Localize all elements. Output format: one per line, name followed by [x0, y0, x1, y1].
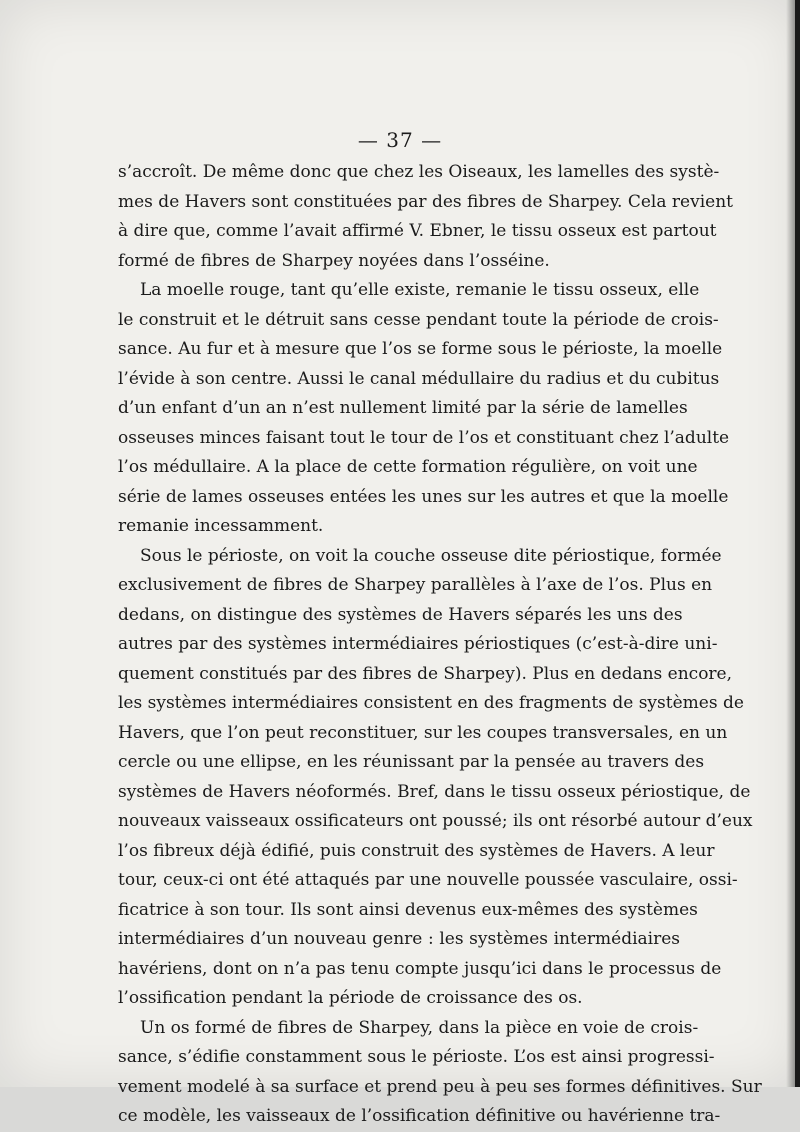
text-line: remanie incessamment. [118, 516, 324, 536]
text-line: cercle ou une ellipse, en les réunissant par la pensée au travers des [118, 752, 705, 772]
text-line: formé de fibres de Sharpey noyées dans l’osséine. [118, 250, 550, 271]
text-line: nouveaux vaisseaux ossificateurs ont poussé; ils ont résorbé autour d’eux [118, 811, 753, 831]
paragraph [118, 276, 730, 542]
text-line: ce modèle, les vaisseaux de l’ossification définitive ou havérienne tra- [118, 1106, 721, 1126]
paragraph [118, 1014, 762, 1132]
text-line: systèmes de Havers néoformés. Bref, dans le tissu osseux périostique, de [118, 781, 751, 802]
text-line: à dire que, comme l’avait affirmé V. Ebner, le tissu osseux est partout [118, 221, 717, 241]
text-line: mes de Havers sont constituées par des fibres de Sharpey. Cela revient [118, 191, 733, 212]
text-line: dedans, on distingue des systèmes de Havers séparés les uns des [118, 604, 683, 625]
paragraph [118, 542, 753, 1014]
text-line: d’un enfant d’un an n’est nullement limité par la série de lamelles [118, 398, 688, 418]
text-line: havériens, dont on n’a pas tenu compte jusqu’ici dans le processus de [118, 958, 722, 979]
text-line: autres par des systèmes intermédiaires périostiques (c’est-à-dire uni- [118, 634, 718, 654]
text-line: Un os formé de fibres de Sharpey, dans la pièce en voie de crois- [140, 1017, 699, 1038]
text-line: quement constitués par des fibres de Sharpey). Plus en dedans encore, [118, 663, 733, 684]
text-line: l’évide à son centre. Aussi le canal médullaire du radius et du cubitus [118, 368, 720, 389]
text-line: La moelle rouge, tant qu’elle existe, remanie le tissu osseux, elle [140, 280, 700, 300]
text-line: ficatrice à son tour. Ils sont ainsi devenus eux-mêmes des systèmes [118, 899, 698, 920]
text-line: l’os fibreux déjà édifié, puis construit des systèmes de Havers. A leur [118, 840, 715, 861]
text-line: Sous le périoste, on voit la couche osseuse dite périostique, formée [140, 545, 722, 566]
page-number: — 37 — [357, 128, 443, 152]
text-line: sance, s’édifie constamment sous le périoste. L’os est ainsi progressi- [118, 1047, 715, 1067]
text-line: tour, ceux-ci ont été attaqués par une nouvelle poussée vasculaire, ossi- [118, 870, 738, 890]
text-line: série de lames osseuses entées les unes sur les autres et que la moelle [118, 486, 729, 507]
text-line: exclusivement de fibres de Sharpey parallèles à l’axe de l’os. Plus en [118, 575, 713, 595]
text-line: Havers, que l’on peut reconstituer, sur les coupes transversales, en un [118, 722, 728, 743]
paragraph [118, 158, 733, 276]
text-line: le construit et le détruit sans cesse pendant toute la période de crois- [118, 309, 719, 330]
text-line: osseuses minces faisant tout le tour de l’os et constituant chez l’adulte [118, 427, 730, 448]
text-line: s’accroît. De même donc que chez les Oiseaux, les lamelles des systè- [118, 162, 720, 182]
body-text [118, 158, 762, 1132]
text-line: l’os médullaire. A la place de cette formation régulière, on voit une [118, 457, 698, 477]
page-edge [795, 0, 800, 1087]
text-line: vement modelé à sa surface et prend peu à peu ses formes définitives. Sur [118, 1076, 762, 1097]
text-line: sance. Au fur et à mesure que l’os se forme sous le périoste, la moelle [118, 339, 723, 359]
text-line: l’ossification pendant la période de croissance des os. [118, 988, 583, 1008]
text-line: les systèmes intermédiaires consistent en des fragments de systèmes de [118, 693, 744, 713]
text-line: intermédiaires d’un nouveau genre : les systèmes intermédiaires [118, 929, 680, 949]
